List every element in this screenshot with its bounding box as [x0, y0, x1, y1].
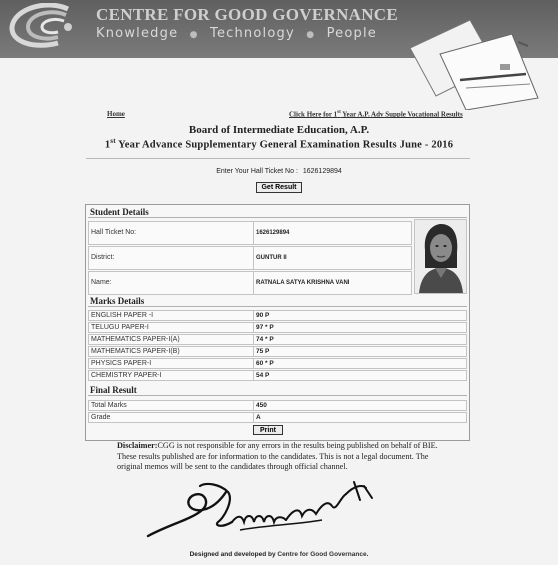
subject-mark: 75 P: [256, 348, 270, 355]
marks-row: [88, 322, 467, 333]
vocational-link-prefix: Click Here for 1: [289, 110, 338, 119]
marks-row: [88, 358, 467, 369]
exam-title: [0, 137, 558, 151]
disclaimer-lead: Disclaimer:: [117, 441, 158, 450]
get-result-button[interactable]: Get Result: [256, 182, 302, 193]
disclaimer: [117, 441, 447, 473]
student-value: GUNTUR II: [256, 255, 287, 261]
student-row-district: [88, 246, 412, 270]
subject-name: MATHEMATICS PAPER-I(B): [91, 348, 180, 355]
divider: [86, 158, 470, 159]
tagline-knowledge: Knowledge: [96, 26, 179, 41]
student-label: District:: [91, 254, 115, 261]
board-title: Board of Intermediate Education, A.P.: [188, 124, 370, 136]
exam-title-sup: st: [110, 137, 116, 145]
subject-mark: 74 * P: [256, 336, 274, 343]
org-name: CENTRE FOR GOOD GOVERNANCE: [96, 5, 399, 24]
exam-title-prefix: 1: [104, 139, 111, 151]
final-result-heading: Final Result: [88, 385, 467, 396]
tagline-people: People: [326, 26, 377, 41]
total-marks-value: 450: [256, 402, 267, 409]
exam-title-suffix: Year Advance Supplementary General Examination Results June - 2016: [115, 139, 454, 151]
student-photo: [414, 219, 467, 294]
vocational-results-link[interactable]: [289, 110, 463, 118]
total-marks-label: Total Marks: [91, 402, 127, 409]
cgg-logo-icon: [6, 3, 94, 49]
hall-ticket-prompt: [0, 168, 558, 175]
signature-image: [140, 478, 390, 544]
tagline: [96, 26, 377, 41]
grade-value: A: [256, 414, 261, 421]
header-banner: [0, 0, 558, 58]
marks-row: [88, 346, 467, 357]
subject-name: ENGLISH PAPER -I: [91, 312, 154, 319]
bullet-icon: ●: [306, 30, 316, 40]
print-button[interactable]: Print: [253, 425, 283, 435]
student-label: Hall Ticket No:: [91, 229, 137, 236]
student-value: 1626129894: [256, 230, 290, 236]
subject-mark: 54 P: [256, 372, 270, 379]
grade-label: Grade: [91, 414, 111, 421]
footer-brand-link[interactable]: Centre for Good Governance.: [277, 551, 369, 558]
marks-row: [88, 334, 467, 345]
subject-name: PHYSICS PAPER-I: [91, 360, 152, 367]
bullet-icon: ●: [189, 30, 199, 40]
footer: [0, 551, 558, 558]
student-label: Name:: [91, 279, 112, 286]
student-details-heading: Student Details: [88, 207, 467, 218]
subject-mark: 90 P: [256, 312, 270, 319]
student-row-name: [88, 271, 412, 295]
hall-ticket-input[interactable]: 1626129894: [302, 168, 342, 175]
total-marks-row: [88, 400, 467, 411]
subject-name: CHEMISTRY PAPER-I: [91, 372, 162, 379]
hall-ticket-label: Enter Your Hall Ticket No :: [216, 168, 298, 175]
student-row-hall-ticket: [88, 221, 412, 245]
results-table: [85, 204, 470, 441]
vocational-link-sup: st: [337, 110, 341, 115]
vocational-link-suffix: Year A.P. Adv Supple Vocational Results: [340, 110, 463, 119]
subject-mark: 60 * P: [256, 360, 274, 367]
marks-row: [88, 370, 467, 381]
marks-details-heading: Marks Details: [88, 296, 467, 307]
subject-name: TELUGU PAPER-I: [91, 324, 149, 331]
disclaimer-text: CGG is not responsible for any errors in the results being published on behalf of BIE. These results published are for information to the candidates. This is not a legal document. The original memos will be sent to the candidates through official channel.: [117, 441, 438, 471]
papers-illustration-icon: [400, 10, 550, 110]
tagline-technology: Technology: [210, 26, 295, 41]
footer-prefix: Designed and developed by: [189, 551, 278, 558]
student-value: RATNALA SATYA KRISHNA VANI: [256, 280, 350, 286]
marks-row: [88, 310, 467, 321]
home-link[interactable]: Home: [107, 110, 125, 118]
subject-name: MATHEMATICS PAPER-I(A): [91, 336, 180, 343]
subject-mark: 97 * P: [256, 324, 274, 331]
student-photo-image: [415, 220, 466, 293]
grade-row: [88, 412, 467, 423]
